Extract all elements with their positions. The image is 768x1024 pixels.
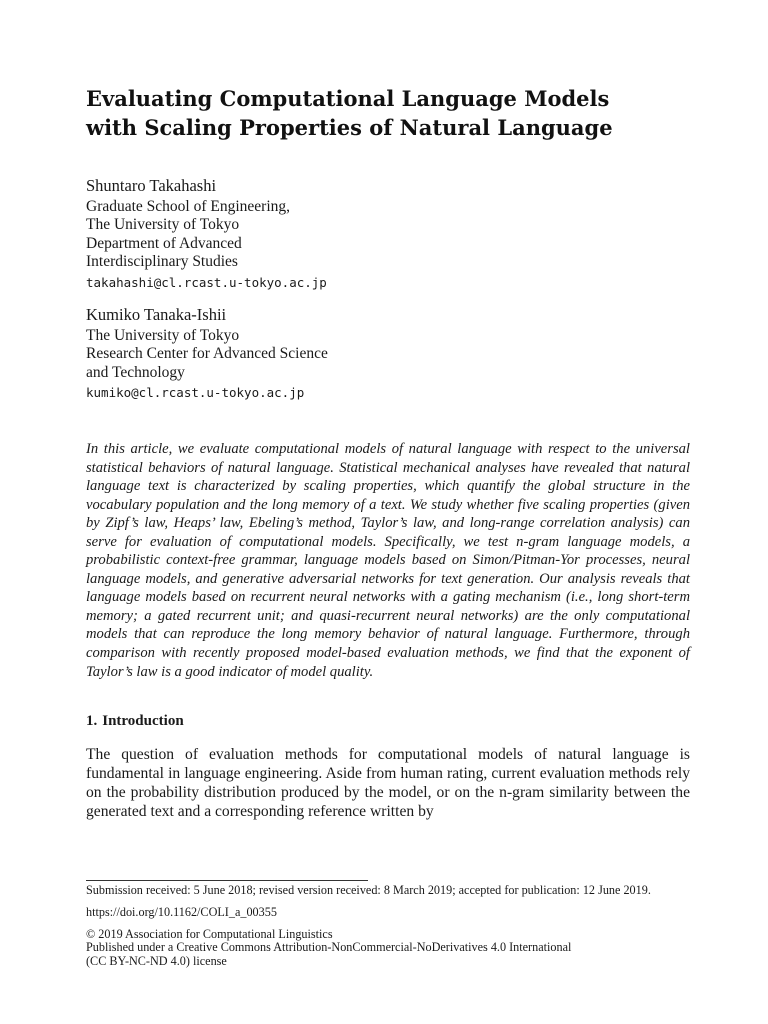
paper-title: [86, 84, 696, 142]
author-affiliation-line: The University of Tokyo: [86, 216, 240, 233]
author-email[interactable]: takahashi@cl.rcast.u-tokyo.ac.jp: [86, 274, 327, 290]
author-affiliation-line: Research Center for Advanced Science: [86, 345, 328, 362]
title-line-2: with Scaling Properties of Natural Language: [86, 115, 613, 140]
license-note-line-1: Published under a Creative Commons Attribution-NonCommercial-NoDerivatives 4.0 International: [86, 940, 572, 955]
author-affiliation-line: Graduate School of Engineering,: [86, 197, 291, 215]
author-block-1: [86, 177, 686, 292]
author-affiliation-line: The University of Tokyo: [86, 326, 240, 344]
author-name: Shuntaro Takahashi: [86, 176, 217, 195]
intro-paragraph: The question of evaluation methods for computational models of natural language is fundamental in language engineering. Aside from human rating, current evaluation methods rely on the probability distribution produced by the model, or on the n-gram similarity between the generated text and a corresponding reference written by: [86, 746, 690, 820]
footnotes: [86, 884, 690, 968]
section-title: Introduction: [102, 713, 184, 729]
doi-link[interactable]: https://doi.org/10.1162/COLI_a_00355: [86, 905, 277, 920]
author-email[interactable]: kumiko@cl.rcast.u-tokyo.ac.jp: [86, 385, 305, 400]
submission-note: Submission received: 5 June 2018; revised version received: 8 March 2019; accepted for publication: 12 June 2019.: [86, 883, 651, 897]
copyright-note: © 2019 Association for Computational Linguistics: [86, 926, 333, 941]
section-number: 1.: [86, 713, 98, 729]
abstract: In this article, we evaluate computational models of natural language with respect to the universal statistical behaviors of natural language. Statistical mechanical analyses have revealed that natural language text is characterized by scaling properties, which quantify the global structure in the vocabulary population and the long memory of a text. We study whether five scaling properties (given by Zipf’s law, Heaps’ law, Ebeling’s method, Taylor’s law, and long-range correlation analysis) can serve for evaluation of computational models. Specifically, we test n-gram language models, a probabilistic context-free grammar, language models based on Simon/Pitman-Yor processes, neural language models, and generative adversarial networks for text generation. Our analysis reveals that language models based on recurrent neural networks with a gating mechanism (i.e., long short-term memory; a gated recurrent unit; and quasi-recurrent neural networks) are the only computational models that can reproduce the long memory behavior of natural language. Furthermore, through comparison with recently proposed model-based evaluation methods, we find that the exponent of Taylor’s law is a good indicator of model quality.: [86, 441, 690, 680]
footnote-divider: [86, 880, 368, 881]
author-block-2: [86, 306, 686, 403]
author-affiliation-line: and Technology: [86, 363, 185, 381]
license-note-line-2: (CC BY-NC-ND 4.0) license: [86, 953, 227, 968]
title-line-1: Evaluating Computational Language Models: [86, 86, 610, 111]
author-name: Kumiko Tanaka-Ishii: [86, 305, 227, 324]
author-affiliation-line: Department of Advanced: [86, 234, 242, 252]
section-heading: [86, 713, 184, 730]
author-affiliation-line: Interdisciplinary Studies: [86, 253, 238, 270]
